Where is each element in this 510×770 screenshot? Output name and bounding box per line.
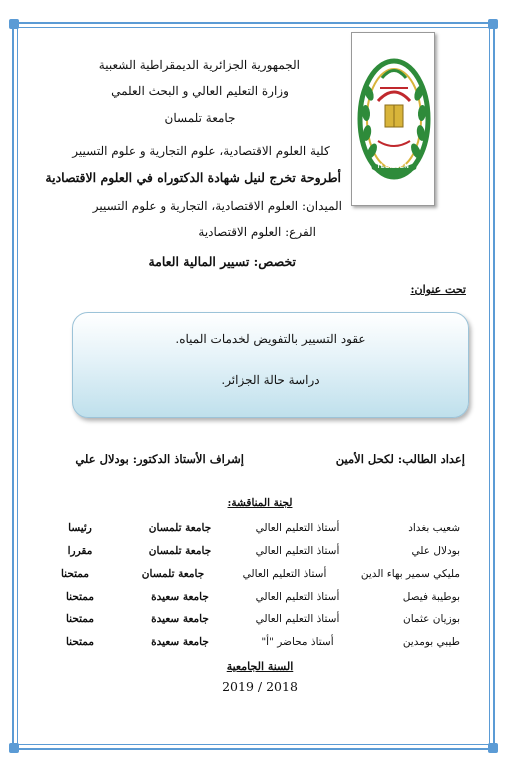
member-university: جامعة سعيدة xyxy=(151,613,209,625)
academic-year: 2019 / 2018 xyxy=(222,679,298,694)
republic-name: الجمهورية الجزائرية الديمقراطية الشعبية xyxy=(98,58,300,72)
border-corner-ornament xyxy=(488,19,498,29)
university-emblem-icon xyxy=(352,33,436,207)
branch-line: الفرع: العلوم الاقتصادية xyxy=(198,225,316,239)
member-university: جامعة تلمسان xyxy=(148,522,212,534)
member-university: جامعة سعيدة xyxy=(151,636,209,648)
member-role: مقررا xyxy=(67,545,93,557)
field-line: الميدان: العلوم الاقتصادية، التجارية و علوم التسيير xyxy=(92,199,342,213)
member-rank: أستاذ التعليم العالي xyxy=(255,522,340,534)
faculty-name: كلية العلوم الاقتصادية، علوم التجارية و علوم التسيير xyxy=(72,144,330,158)
member-role: ممتحنا xyxy=(65,591,94,603)
specialty-line: تخصص: تسيير المالية العامة xyxy=(148,254,296,269)
committee-label: لجنة المناقشة: xyxy=(227,497,293,509)
member-name: بوطيبة فيصل xyxy=(402,591,460,603)
member-university: جامعة سعيدة xyxy=(151,591,209,603)
member-rank: أستاذ التعليم العالي xyxy=(255,545,340,557)
thesis-title-line2: دراسة حالة الجزائر. xyxy=(221,373,320,387)
thesis-title-box xyxy=(72,312,469,418)
ministry-name: وزارة التعليم العالي و البحث العلمي xyxy=(111,84,289,98)
logo-banner-text: TLEMCEN xyxy=(376,164,410,170)
thesis-type: أطروحة تخرج لنيل شهادة الدكتوراه في العلوم الاقتصادية xyxy=(45,170,341,185)
university-logo xyxy=(351,32,435,206)
academic-year-label: السنة الجامعية xyxy=(226,660,294,673)
university-name: جامعة تلمسان xyxy=(164,111,236,125)
border-corner-ornament xyxy=(488,743,498,753)
member-rank: أستاذ التعليم العالي xyxy=(255,613,340,625)
member-rank: أستاذ محاضر "أ" xyxy=(261,636,334,648)
thesis-title-line1: عقود التسيير بالتفويض لخدمات المياه. xyxy=(175,332,366,346)
member-role: ممتحنا xyxy=(60,568,89,580)
member-university: جامعة تلمسان xyxy=(148,545,212,557)
member-name: بوزيان عثمان xyxy=(402,613,460,625)
member-rank: أستاذ التعليم العالي xyxy=(242,568,327,580)
border-corner-ornament xyxy=(9,19,19,29)
member-name: مليكي سمير بهاء الدين xyxy=(360,568,460,580)
member-university: جامعة تلمسان xyxy=(141,568,205,580)
prepared-by: إعداد الطالب: لكحل الأمين xyxy=(335,452,465,466)
member-name: طيبي بومدين xyxy=(402,636,460,648)
supervised-by: إشراف الأستاذ الدكتور: بودلال علي xyxy=(75,452,244,466)
member-role: ممتحنا xyxy=(65,613,94,625)
member-role: رئيسا xyxy=(68,522,92,534)
member-role: ممتحنا xyxy=(65,636,94,648)
member-name: شعيب بغداد xyxy=(408,522,460,534)
title-label: تحت عنوان: xyxy=(410,283,466,296)
member-rank: أستاذ التعليم العالي xyxy=(255,591,340,603)
member-name: بودلال علي xyxy=(411,545,460,557)
border-corner-ornament xyxy=(9,743,19,753)
